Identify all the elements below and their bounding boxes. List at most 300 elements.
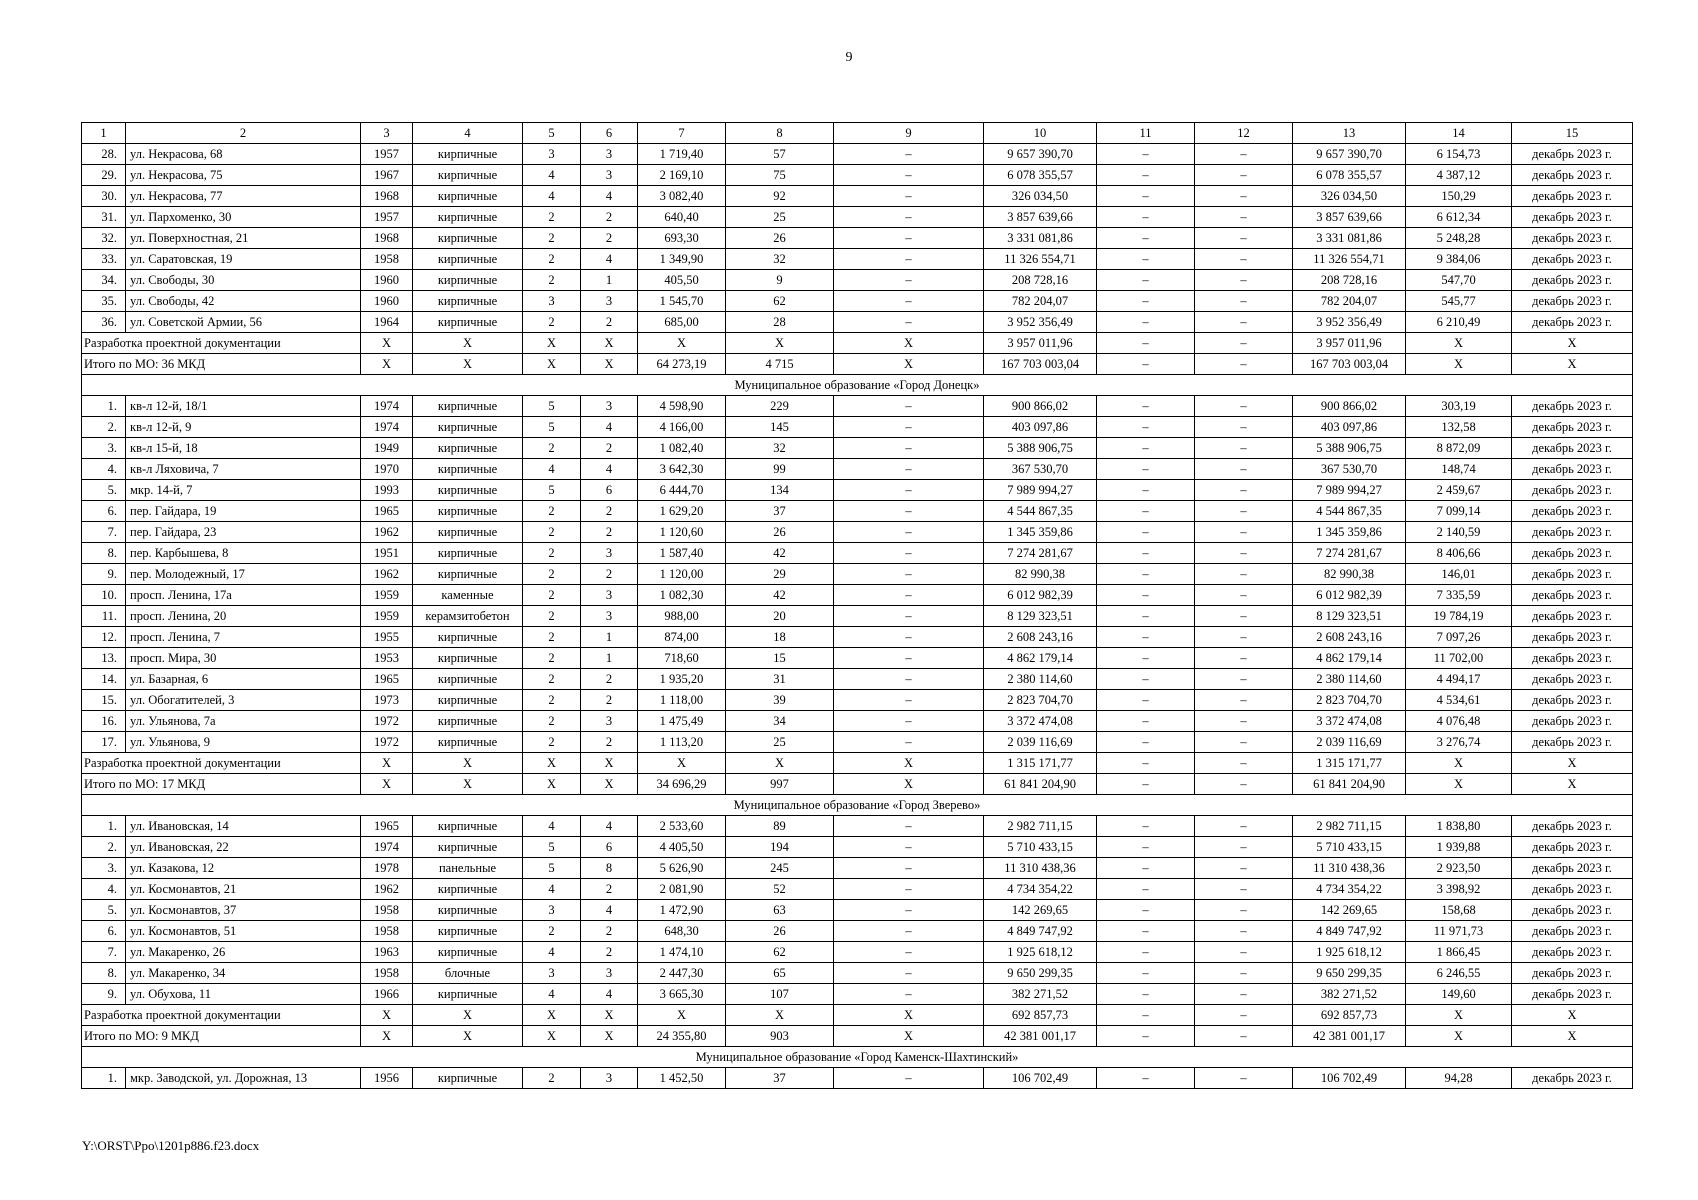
data-cell: – — [834, 690, 984, 711]
data-cell: декабрь 2023 г. — [1512, 270, 1633, 291]
data-cell: – — [1195, 711, 1293, 732]
summary-label: Разработка проектной документации — [82, 1005, 361, 1026]
data-cell: 3 372 474,08 — [1293, 711, 1406, 732]
data-cell: 26 — [726, 921, 834, 942]
data-cell: – — [1097, 816, 1195, 837]
data-cell: 3 — [581, 144, 638, 165]
data-cell: 3 331 081,86 — [1293, 228, 1406, 249]
data-cell: 2 380 114,60 — [984, 669, 1097, 690]
summary-cell: 997 — [726, 774, 834, 795]
data-cell: 11 326 554,71 — [984, 249, 1097, 270]
data-cell: – — [834, 585, 984, 606]
data-cell: 3 — [523, 963, 581, 984]
data-cell: – — [1097, 165, 1195, 186]
table-row — [82, 522, 1633, 543]
data-cell: 134 — [726, 480, 834, 501]
municipality-heading: Муниципальное образование «Город Зверево» — [82, 795, 1633, 816]
summary-cell: X — [1406, 354, 1512, 375]
data-cell: 2 — [523, 438, 581, 459]
data-cell: 403 097,86 — [984, 417, 1097, 438]
summary-label: Разработка проектной документации — [82, 753, 361, 774]
data-cell: – — [1195, 690, 1293, 711]
data-cell: 3 331 081,86 — [984, 228, 1097, 249]
data-cell: 1 935,20 — [638, 669, 726, 690]
data-cell: 2 081,90 — [638, 879, 726, 900]
data-cell: 4 387,12 — [1406, 165, 1512, 186]
row-number: 1. — [82, 396, 126, 417]
data-cell: 15 — [726, 648, 834, 669]
table-row — [82, 963, 1633, 984]
data-cell: 5 710 433,15 — [1293, 837, 1406, 858]
data-cell: 6 078 355,57 — [1293, 165, 1406, 186]
data-cell: кирпичные — [413, 690, 523, 711]
data-cell: декабрь 2023 г. — [1512, 732, 1633, 753]
data-cell: 382 271,52 — [1293, 984, 1406, 1005]
data-cell: 1 — [581, 627, 638, 648]
data-cell: 3 857 639,66 — [984, 207, 1097, 228]
summary-cell: X — [1512, 354, 1633, 375]
data-cell: декабрь 2023 г. — [1512, 438, 1633, 459]
municipality-heading-row — [82, 795, 1633, 816]
data-cell: – — [1097, 921, 1195, 942]
column-number-header: 7 — [638, 123, 726, 144]
data-cell: 4 — [523, 165, 581, 186]
row-number: 13. — [82, 648, 126, 669]
data-cell: 7 274 281,67 — [1293, 543, 1406, 564]
data-cell: 1963 — [361, 942, 413, 963]
data-cell: – — [834, 186, 984, 207]
data-cell: кирпичные — [413, 732, 523, 753]
address-cell: ул. Поверхностная, 21 — [126, 228, 361, 249]
data-cell: – — [834, 627, 984, 648]
data-cell: – — [1195, 312, 1293, 333]
summary-label: Итого по МО: 9 МКД — [82, 1026, 361, 1047]
data-cell: 4 405,50 — [638, 837, 726, 858]
data-cell: – — [1097, 543, 1195, 564]
summary-row — [82, 774, 1633, 795]
data-cell: кирпичные — [413, 900, 523, 921]
data-cell: 57 — [726, 144, 834, 165]
data-cell: 2 — [523, 501, 581, 522]
summary-cell: 4 715 — [726, 354, 834, 375]
data-cell: 2 — [581, 732, 638, 753]
data-cell: керамзитобетон — [413, 606, 523, 627]
data-cell: 1951 — [361, 543, 413, 564]
data-cell: 1959 — [361, 606, 413, 627]
table-row — [82, 417, 1633, 438]
address-cell: пер. Молодежный, 17 — [126, 564, 361, 585]
data-cell: 718,60 — [638, 648, 726, 669]
data-cell: – — [834, 564, 984, 585]
data-cell: 3 — [581, 963, 638, 984]
data-cell: – — [834, 312, 984, 333]
summary-cell: X — [1512, 753, 1633, 774]
data-cell: 1 472,90 — [638, 900, 726, 921]
data-cell: – — [834, 291, 984, 312]
data-cell: 1 838,80 — [1406, 816, 1512, 837]
row-number: 12. — [82, 627, 126, 648]
data-cell: 42 — [726, 585, 834, 606]
data-cell: декабрь 2023 г. — [1512, 879, 1633, 900]
data-cell: 32 — [726, 249, 834, 270]
row-number: 36. — [82, 312, 126, 333]
data-cell: 2 447,30 — [638, 963, 726, 984]
summary-cell: 3 957 011,96 — [984, 333, 1097, 354]
summary-cell: 167 703 003,04 — [984, 354, 1097, 375]
row-number: 33. — [82, 249, 126, 270]
data-cell: 303,19 — [1406, 396, 1512, 417]
summary-cell: – — [1097, 1005, 1195, 1026]
summary-cell: – — [1097, 354, 1195, 375]
row-number: 16. — [82, 711, 126, 732]
data-cell: 9 657 390,70 — [984, 144, 1097, 165]
data-cell: 2 — [523, 690, 581, 711]
data-cell: 2 — [523, 1068, 581, 1089]
data-cell: декабрь 2023 г. — [1512, 837, 1633, 858]
summary-cell: 42 381 001,17 — [1293, 1026, 1406, 1047]
data-cell: 11 702,00 — [1406, 648, 1512, 669]
data-cell: 1965 — [361, 816, 413, 837]
data-cell: 132,58 — [1406, 417, 1512, 438]
summary-cell: X — [726, 1005, 834, 1026]
housing-repair-table — [81, 122, 1633, 1089]
data-cell: 6 154,73 — [1406, 144, 1512, 165]
summary-row — [82, 753, 1633, 774]
summary-cell: X — [581, 774, 638, 795]
summary-cell: X — [413, 1005, 523, 1026]
data-cell: 2 — [523, 270, 581, 291]
data-cell: 685,00 — [638, 312, 726, 333]
data-cell: 2 533,60 — [638, 816, 726, 837]
data-cell: 1955 — [361, 627, 413, 648]
data-cell: 6 210,49 — [1406, 312, 1512, 333]
data-cell: 1962 — [361, 522, 413, 543]
address-cell: ул. Ивановская, 22 — [126, 837, 361, 858]
data-cell: 2 140,59 — [1406, 522, 1512, 543]
data-cell: 1967 — [361, 165, 413, 186]
address-cell: пер. Карбышева, 8 — [126, 543, 361, 564]
summary-cell: X — [638, 753, 726, 774]
data-cell: 9 384,06 — [1406, 249, 1512, 270]
data-cell: – — [834, 438, 984, 459]
data-cell: 37 — [726, 501, 834, 522]
summary-row — [82, 1026, 1633, 1047]
summary-cell: X — [581, 1005, 638, 1026]
table-row — [82, 690, 1633, 711]
data-cell: 1958 — [361, 249, 413, 270]
data-cell: – — [834, 144, 984, 165]
data-cell: 1 719,40 — [638, 144, 726, 165]
summary-cell: X — [1512, 1005, 1633, 1026]
data-cell: 1 545,70 — [638, 291, 726, 312]
summary-cell: X — [361, 774, 413, 795]
summary-cell: X — [581, 753, 638, 774]
row-number: 6. — [82, 501, 126, 522]
data-cell: 9 — [726, 270, 834, 291]
data-cell: – — [1195, 207, 1293, 228]
summary-cell: X — [726, 333, 834, 354]
data-cell: кирпичные — [413, 396, 523, 417]
data-cell: – — [1097, 1068, 1195, 1089]
data-cell: 1974 — [361, 837, 413, 858]
data-cell: 1970 — [361, 459, 413, 480]
data-cell: декабрь 2023 г. — [1512, 396, 1633, 417]
data-cell: 1972 — [361, 732, 413, 753]
data-cell: – — [834, 900, 984, 921]
data-cell: 5 710 433,15 — [984, 837, 1097, 858]
data-cell: 2 — [523, 585, 581, 606]
data-cell: кирпичные — [413, 207, 523, 228]
row-number: 1. — [82, 816, 126, 837]
data-cell: 1 452,50 — [638, 1068, 726, 1089]
summary-cell: X — [413, 333, 523, 354]
summary-cell: X — [523, 1026, 581, 1047]
data-cell: – — [834, 942, 984, 963]
data-cell: 82 990,38 — [984, 564, 1097, 585]
data-cell: – — [834, 921, 984, 942]
summary-label: Итого по МО: 36 МКД — [82, 354, 361, 375]
data-cell: 11 310 438,36 — [1293, 858, 1406, 879]
data-cell: декабрь 2023 г. — [1512, 543, 1633, 564]
data-cell: кирпичные — [413, 165, 523, 186]
data-cell: 63 — [726, 900, 834, 921]
table-row — [82, 438, 1633, 459]
data-cell: 1960 — [361, 270, 413, 291]
data-cell: 5 — [523, 837, 581, 858]
data-cell: кирпичные — [413, 312, 523, 333]
data-cell: 4 — [581, 459, 638, 480]
data-cell: 2 — [581, 690, 638, 711]
data-cell: кирпичные — [413, 417, 523, 438]
data-cell: – — [1195, 1068, 1293, 1089]
table-row — [82, 837, 1633, 858]
data-cell: 1965 — [361, 501, 413, 522]
data-cell: 2 169,10 — [638, 165, 726, 186]
data-cell: 3 — [523, 900, 581, 921]
data-cell: 403 097,86 — [1293, 417, 1406, 438]
data-cell: 900 866,02 — [984, 396, 1097, 417]
data-cell: – — [1195, 669, 1293, 690]
data-cell: – — [1195, 858, 1293, 879]
table-row — [82, 606, 1633, 627]
address-cell: ул. Ульянова, 7а — [126, 711, 361, 732]
summary-cell: – — [1195, 1026, 1293, 1047]
data-cell: декабрь 2023 г. — [1512, 480, 1633, 501]
data-cell: кирпичные — [413, 921, 523, 942]
row-number: 17. — [82, 732, 126, 753]
data-cell: 3 — [523, 144, 581, 165]
data-cell: 3 642,30 — [638, 459, 726, 480]
data-cell: – — [1097, 627, 1195, 648]
summary-cell: X — [523, 333, 581, 354]
data-cell: – — [1195, 522, 1293, 543]
data-cell: каменные — [413, 585, 523, 606]
data-cell: 142 269,65 — [984, 900, 1097, 921]
data-cell: 2 923,50 — [1406, 858, 1512, 879]
data-cell: 52 — [726, 879, 834, 900]
summary-cell: X — [361, 753, 413, 774]
data-cell: – — [1195, 228, 1293, 249]
data-cell: 208 728,16 — [1293, 270, 1406, 291]
data-cell: – — [1195, 585, 1293, 606]
data-cell: – — [834, 606, 984, 627]
data-cell: – — [1195, 732, 1293, 753]
row-number: 14. — [82, 669, 126, 690]
data-cell: – — [1195, 921, 1293, 942]
data-cell: 1 587,40 — [638, 543, 726, 564]
data-cell: 693,30 — [638, 228, 726, 249]
data-cell: 82 990,38 — [1293, 564, 1406, 585]
table-row — [82, 879, 1633, 900]
summary-cell: X — [834, 333, 984, 354]
table-row — [82, 459, 1633, 480]
address-cell: просп. Ленина, 20 — [126, 606, 361, 627]
data-cell: 2 459,67 — [1406, 480, 1512, 501]
file-path-footer: Y:\ORST\Ppo\1201p886.f23.docx — [82, 1138, 260, 1153]
data-cell: 4 544 867,35 — [1293, 501, 1406, 522]
summary-cell: X — [1512, 1026, 1633, 1047]
data-cell: 7 335,59 — [1406, 585, 1512, 606]
data-cell: 34 — [726, 711, 834, 732]
data-cell: – — [834, 816, 984, 837]
row-number: 9. — [82, 984, 126, 1005]
data-cell: 1 082,30 — [638, 585, 726, 606]
data-cell: 106 702,49 — [1293, 1068, 1406, 1089]
data-cell: 32 — [726, 438, 834, 459]
data-cell: – — [834, 543, 984, 564]
summary-cell: X — [523, 753, 581, 774]
data-cell: 8 406,66 — [1406, 543, 1512, 564]
data-cell: 1962 — [361, 564, 413, 585]
data-cell: декабрь 2023 г. — [1512, 585, 1633, 606]
summary-cell: 692 857,73 — [1293, 1005, 1406, 1026]
data-cell: кирпичные — [413, 270, 523, 291]
data-cell: 326 034,50 — [984, 186, 1097, 207]
row-number: 11. — [82, 606, 126, 627]
data-cell: 1 925 618,12 — [1293, 942, 1406, 963]
data-cell: 2 823 704,70 — [984, 690, 1097, 711]
address-cell: ул. Космонавтов, 51 — [126, 921, 361, 942]
data-cell: 545,77 — [1406, 291, 1512, 312]
data-cell: 1959 — [361, 585, 413, 606]
data-cell: 3 — [581, 606, 638, 627]
data-cell: 42 — [726, 543, 834, 564]
table-row — [82, 942, 1633, 963]
data-cell: 25 — [726, 732, 834, 753]
row-number: 35. — [82, 291, 126, 312]
summary-cell: X — [834, 354, 984, 375]
column-number-header: 9 — [834, 123, 984, 144]
data-cell: 1993 — [361, 480, 413, 501]
row-number: 1. — [82, 1068, 126, 1089]
data-cell: 547,70 — [1406, 270, 1512, 291]
row-number: 28. — [82, 144, 126, 165]
data-cell: – — [1195, 291, 1293, 312]
data-cell: – — [1097, 585, 1195, 606]
data-cell: 1978 — [361, 858, 413, 879]
address-cell: просп. Мира, 30 — [126, 648, 361, 669]
data-cell: 4 849 747,92 — [1293, 921, 1406, 942]
data-cell: – — [834, 732, 984, 753]
data-cell: 2 608 243,16 — [984, 627, 1097, 648]
data-cell: 3 — [581, 165, 638, 186]
address-cell: ул. Некрасова, 68 — [126, 144, 361, 165]
data-cell: 1957 — [361, 144, 413, 165]
summary-cell: X — [1512, 333, 1633, 354]
summary-cell: X — [834, 1026, 984, 1047]
data-cell: – — [1195, 606, 1293, 627]
data-cell: декабрь 2023 г. — [1512, 207, 1633, 228]
row-number: 4. — [82, 879, 126, 900]
data-cell: – — [1097, 669, 1195, 690]
table-row — [82, 480, 1633, 501]
data-cell: 2 — [581, 564, 638, 585]
row-number: 7. — [82, 522, 126, 543]
data-cell: 874,00 — [638, 627, 726, 648]
data-cell: 9 657 390,70 — [1293, 144, 1406, 165]
data-cell: 1953 — [361, 648, 413, 669]
data-cell: декабрь 2023 г. — [1512, 417, 1633, 438]
data-cell: 4 — [523, 942, 581, 963]
data-cell: декабрь 2023 г. — [1512, 921, 1633, 942]
data-cell: кирпичные — [413, 1068, 523, 1089]
data-cell: – — [1097, 900, 1195, 921]
summary-cell: X — [361, 1026, 413, 1047]
data-cell: 1974 — [361, 396, 413, 417]
data-cell: декабрь 2023 г. — [1512, 984, 1633, 1005]
summary-cell: – — [1097, 753, 1195, 774]
address-cell: ул. Ульянова, 9 — [126, 732, 361, 753]
data-cell: – — [1097, 963, 1195, 984]
data-cell: 3 372 474,08 — [984, 711, 1097, 732]
summary-row — [82, 354, 1633, 375]
data-cell: 1958 — [361, 921, 413, 942]
address-cell: ул. Обухова, 11 — [126, 984, 361, 1005]
row-number: 4. — [82, 459, 126, 480]
summary-cell: X — [413, 354, 523, 375]
address-cell: ул. Макаренко, 34 — [126, 963, 361, 984]
table-row — [82, 858, 1633, 879]
data-cell: 4 — [581, 186, 638, 207]
address-cell: кв-л Ляховича, 7 — [126, 459, 361, 480]
data-cell: – — [1195, 648, 1293, 669]
data-cell: декабрь 2023 г. — [1512, 186, 1633, 207]
table-row — [82, 984, 1633, 1005]
summary-label: Итого по МО: 17 МКД — [82, 774, 361, 795]
summary-cell: X — [413, 774, 523, 795]
data-cell: 2 380 114,60 — [1293, 669, 1406, 690]
data-cell: 1958 — [361, 900, 413, 921]
data-cell: кирпичные — [413, 879, 523, 900]
summary-cell: – — [1097, 774, 1195, 795]
data-cell: – — [1097, 459, 1195, 480]
data-cell: – — [834, 480, 984, 501]
data-cell: – — [1097, 984, 1195, 1005]
summary-cell: X — [1406, 774, 1512, 795]
data-cell: 1 — [581, 270, 638, 291]
data-cell: – — [834, 963, 984, 984]
data-cell: декабрь 2023 г. — [1512, 165, 1633, 186]
address-cell: ул. Казакова, 12 — [126, 858, 361, 879]
data-cell: 29 — [726, 564, 834, 585]
data-cell: 26 — [726, 228, 834, 249]
column-number-header: 4 — [413, 123, 523, 144]
data-cell: декабрь 2023 г. — [1512, 711, 1633, 732]
column-number-header: 6 — [581, 123, 638, 144]
data-cell: 142 269,65 — [1293, 900, 1406, 921]
summary-cell: X — [523, 1005, 581, 1026]
data-cell: 1974 — [361, 417, 413, 438]
